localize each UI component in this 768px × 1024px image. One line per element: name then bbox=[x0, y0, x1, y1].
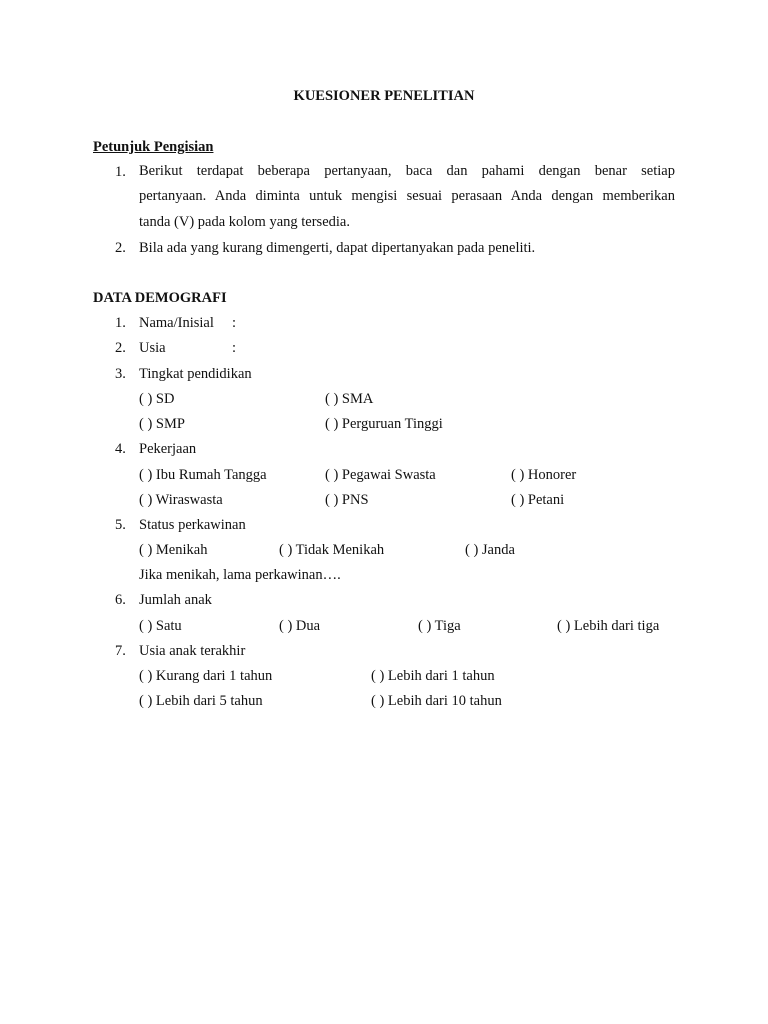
q3-number: 3. bbox=[115, 366, 126, 382]
q7-option-lebih-dari-10-tahun[interactable]: ( ) Lebih dari 10 tahun bbox=[371, 693, 502, 709]
q3-label: Tingkat pendidikan bbox=[139, 366, 252, 382]
q7-option-lebih-dari-1-tahun[interactable]: ( ) Lebih dari 1 tahun bbox=[371, 668, 495, 684]
q6-label: Jumlah anak bbox=[139, 592, 212, 608]
q6-option-satu[interactable]: ( ) Satu bbox=[139, 618, 182, 634]
q5-number: 5. bbox=[115, 517, 126, 533]
q7-option-lebih-dari-5-tahun[interactable]: ( ) Lebih dari 5 tahun bbox=[139, 693, 263, 709]
instruction-1-line-2: pertanyaan. Anda diminta untuk mengisi sesuai perasaan Anda dengan memberikan bbox=[139, 188, 675, 204]
q5-option-menikah[interactable]: ( ) Menikah bbox=[139, 542, 208, 558]
q6-option-dua[interactable]: ( ) Dua bbox=[279, 618, 321, 634]
q4-option-ibu-rumah-tangga[interactable]: ( ) Ibu Rumah Tangga bbox=[139, 467, 267, 483]
q3-option-sma[interactable]: ( ) SMA bbox=[325, 391, 374, 407]
q5-option-tidak-menikah[interactable]: ( ) Tidak Menikah bbox=[279, 542, 385, 558]
q6-number: 6. bbox=[115, 592, 126, 608]
q4-option-pns[interactable]: ( ) PNS bbox=[325, 492, 369, 508]
instruction-2-number: 2. bbox=[115, 240, 126, 256]
q2-colon: : bbox=[232, 340, 237, 356]
q5-label: Status perkawinan bbox=[139, 517, 246, 533]
q2-number: 2. bbox=[115, 340, 126, 356]
q4-option-wiraswasta[interactable]: ( ) Wiraswasta bbox=[139, 492, 223, 508]
q5-option-janda[interactable]: ( ) Janda bbox=[465, 542, 515, 558]
q4-option-petani[interactable]: ( ) Petani bbox=[511, 492, 565, 508]
q1-colon: : bbox=[232, 315, 237, 331]
q4-option-honorer[interactable]: ( ) Honorer bbox=[511, 467, 577, 483]
instruction-1-line-1: Berikut terdapat beberapa pertanyaan, baca dan pahami dengan benar setiap bbox=[139, 163, 675, 179]
q7-label: Usia anak terakhir bbox=[139, 643, 246, 659]
q1-label: Nama/Inisial bbox=[139, 315, 214, 331]
q3-option-smp[interactable]: ( ) SMP bbox=[139, 416, 185, 432]
q4-option-pegawai-swasta[interactable]: ( ) Pegawai Swasta bbox=[325, 467, 436, 483]
q4-number: 4. bbox=[115, 441, 126, 457]
q4-label: Pekerjaan bbox=[139, 441, 197, 457]
q5-followup: Jika menikah, lama perkawinan…. bbox=[139, 567, 341, 583]
demographics-heading: DATA DEMOGRAFI bbox=[93, 290, 227, 306]
q3-option-sd[interactable]: ( ) SD bbox=[139, 391, 175, 407]
instruction-1-line-3: tanda (V) pada kolom yang tersedia. bbox=[139, 214, 350, 230]
q7-option-kurang-dari-1-tahun[interactable]: ( ) Kurang dari 1 tahun bbox=[139, 668, 273, 684]
instruction-2-text: Bila ada yang kurang dimengerti, dapat dipertanyakan pada peneliti. bbox=[139, 240, 536, 256]
q6-option-tiga[interactable]: ( ) Tiga bbox=[418, 618, 461, 634]
instructions-heading: Petunjuk Pengisian bbox=[93, 139, 214, 155]
page-title: KUESIONER PENELITIAN bbox=[293, 88, 475, 104]
q1-number: 1. bbox=[115, 315, 126, 331]
q7-number: 7. bbox=[115, 643, 126, 659]
q6-option-lebih-dari-tiga[interactable]: ( ) Lebih dari tiga bbox=[557, 618, 660, 634]
instruction-1-number: 1. bbox=[115, 164, 126, 180]
q3-option-perguruan-tinggi[interactable]: ( ) Perguruan Tinggi bbox=[325, 416, 443, 432]
q2-label: Usia bbox=[139, 340, 166, 356]
